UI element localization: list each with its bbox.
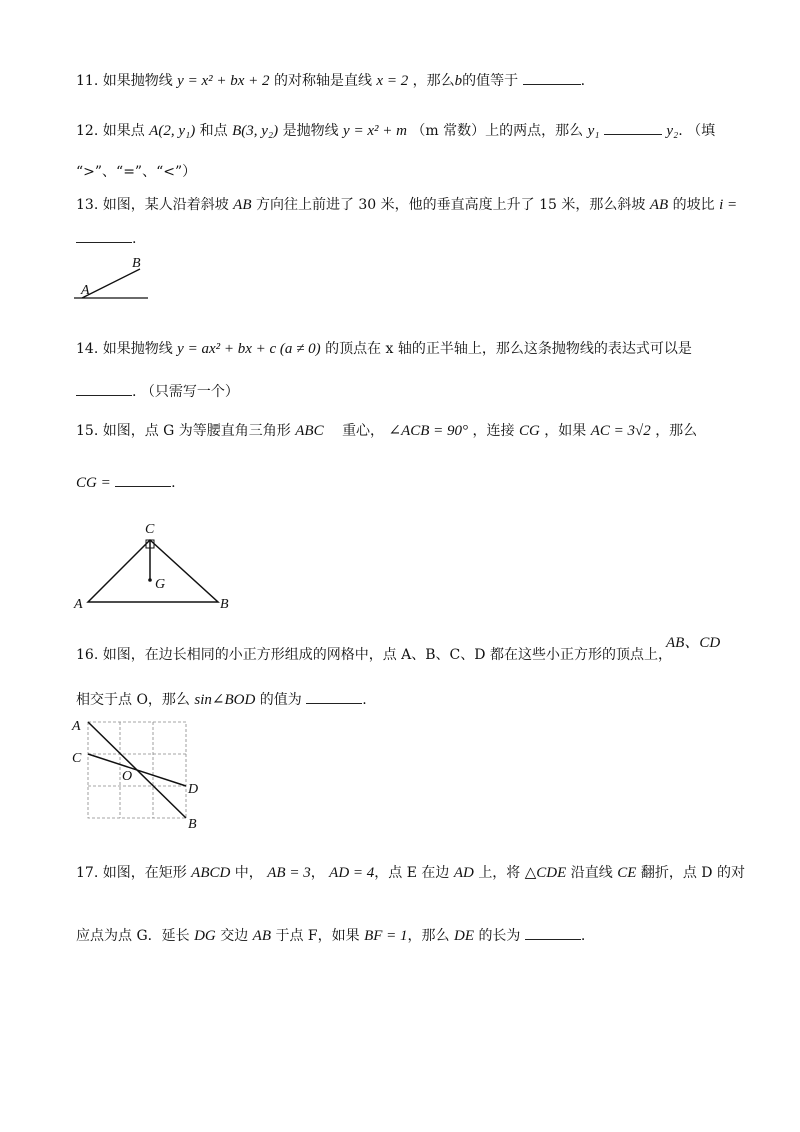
- q15-triangle: [88, 540, 218, 602]
- q17-ad2: AD: [453, 865, 474, 881]
- q15-text-a: 15. 如图，点 G 为等腰直角三角形: [76, 423, 291, 439]
- question-17: [76, 864, 745, 882]
- q17-text-a: 17. 如图，在矩形: [76, 865, 187, 881]
- q15-angle: ∠ACB = 90°: [388, 423, 469, 439]
- q17-text-k: ，那么: [407, 928, 450, 944]
- q12-point-a: A(2, y₁): [149, 123, 196, 139]
- q11-text-d: 的值等于: [462, 73, 519, 89]
- q13-slope-line: [82, 269, 140, 298]
- q16-end: .: [362, 692, 367, 708]
- q12-equation: y = x² + m: [343, 123, 407, 139]
- q12-answer-blank[interactable]: [604, 122, 662, 135]
- q14-answer-blank[interactable]: [76, 383, 132, 396]
- q11-text-c: ，那么: [412, 73, 455, 89]
- q17-dg: DG: [194, 928, 216, 944]
- q17-end: .: [580, 928, 586, 944]
- q16-label-a: A: [72, 719, 81, 734]
- q15-text-c: ，连接: [472, 423, 515, 439]
- q13-label-a: A: [81, 283, 90, 298]
- question-16-line-2: [76, 691, 367, 709]
- q15-label-a: A: [74, 597, 83, 612]
- q15-abc: ABC: [295, 423, 324, 439]
- q15-point-g: [148, 578, 152, 582]
- q16-ab-cd: [666, 634, 720, 652]
- q17-text-g: 翻折，点 D 的对: [640, 865, 745, 881]
- q15-triangle-figure: [70, 516, 240, 616]
- q15-answer-blank[interactable]: [115, 474, 171, 487]
- q16-lines-label: AB、CD: [666, 635, 721, 651]
- q15-text-e: ，那么: [655, 423, 698, 439]
- q16-text-b: 相交于点 O，那么: [76, 692, 190, 708]
- q15-label-c: C: [145, 522, 155, 537]
- q11-text-b: 的对称轴是直线: [273, 73, 372, 89]
- q16-label-d: D: [188, 782, 199, 797]
- q16-text-c: 的值为: [259, 692, 302, 708]
- q17-text-c: ，: [310, 865, 325, 881]
- q16-segment-cd: [88, 754, 186, 786]
- q15-label-g: G: [155, 577, 166, 592]
- q17-text-d: ，点 E 在边: [374, 865, 450, 881]
- q17-text-f: 沿直线: [570, 865, 613, 881]
- q11-end: .: [580, 73, 586, 89]
- q12-point-b: B(3, y₂): [232, 123, 279, 139]
- q17-text-h: 应点为点 G．延长: [76, 928, 190, 944]
- q14-text-a: 14. 如果抛物线: [76, 341, 173, 357]
- q11-axis: x = 2: [376, 73, 409, 89]
- q15-label-b: B: [220, 597, 229, 612]
- q16-label-o: O: [122, 769, 133, 784]
- q12-text-e: . （填: [678, 123, 716, 139]
- question-15: [76, 422, 697, 440]
- q15-ac: AC = 3√2: [590, 423, 651, 439]
- q13-ab-1: AB: [233, 197, 252, 213]
- q12-text-c: 是抛物线: [282, 123, 339, 139]
- question-13: [76, 196, 737, 214]
- q15-text-b: 重心，: [342, 423, 385, 439]
- q12-text-b: 和点: [199, 123, 228, 139]
- q17-bf: BF = 1: [364, 928, 408, 944]
- q11-text-a: 11. 如果抛物线: [76, 73, 173, 89]
- q17-ab2: AB: [252, 928, 271, 944]
- q17-de: DE: [453, 928, 474, 944]
- q13-ratio: i =: [719, 197, 738, 213]
- q17-text-i: 交边: [220, 928, 249, 944]
- q15-cg: CG: [518, 423, 540, 439]
- q12-y2: y₂: [666, 123, 679, 139]
- q17-text-l: 的长为: [478, 928, 521, 944]
- q16-label-b: B: [188, 817, 197, 832]
- q12-text-d: （m 常数）上的两点，那么: [411, 123, 584, 139]
- question-15-line-2: [76, 474, 176, 492]
- q16-answer-blank[interactable]: [306, 691, 362, 704]
- q17-triangle: △CDE: [524, 865, 567, 881]
- question-13-line-2: [76, 230, 136, 248]
- q14-equation: y = ax² + bx + c (a ≠ 0): [177, 341, 321, 357]
- q16-label-c: C: [72, 751, 82, 766]
- q17-ce: CE: [617, 865, 637, 881]
- q13-slope-figure: [70, 252, 160, 304]
- q13-label-b: B: [132, 256, 141, 271]
- q13-text-c: 的坡比: [672, 197, 715, 213]
- q17-text-b: 中，: [234, 865, 263, 881]
- question-11: [76, 72, 585, 90]
- q13-text-b: 方向往上前进了 30 米，他的垂直高度上升了 15 米，那么斜坡: [255, 197, 646, 213]
- q15-end: .: [171, 475, 176, 491]
- question-14: [76, 340, 692, 358]
- q12-y1: y₁: [587, 123, 600, 139]
- q13-end: .: [132, 231, 137, 247]
- q17-ab: AB = 3: [267, 865, 311, 881]
- q17-abcd: ABCD: [191, 865, 231, 881]
- q15-text-d: ，如果: [544, 423, 587, 439]
- q16-text-a: 16. 如图，在边长相同的小正方形组成的网格中，点 A、B、C、D 都在这些小正方形的顶点上，: [76, 647, 672, 663]
- q15-cg-eq: CG =: [76, 475, 111, 491]
- question-12-line-2: “>”、“=”、“<”）: [76, 164, 197, 180]
- q16-sin: sin∠BOD: [194, 692, 256, 708]
- q17-answer-blank[interactable]: [525, 927, 581, 940]
- q13-text-a: 13. 如图，某人沿着斜坡: [76, 197, 229, 213]
- q13-answer-blank[interactable]: [76, 230, 132, 243]
- q11-answer-blank[interactable]: [523, 72, 581, 85]
- question-16: [76, 646, 672, 664]
- q14-text-b: 的顶点在 x 轴的正半轴上，那么这条抛物线的表达式可以是: [325, 341, 692, 357]
- q12-text-a: 12. 如果点: [76, 123, 145, 139]
- q17-ad: AD = 4: [329, 865, 375, 881]
- q17-text-j: 于点 F，如果: [275, 928, 360, 944]
- q11-var: b: [454, 73, 463, 89]
- q11-equation: y = x² + bx + 2: [177, 73, 270, 89]
- q13-ab-2: AB: [649, 197, 669, 213]
- q16-grid-figure: [68, 716, 208, 836]
- question-17-line-2: [76, 927, 585, 945]
- q14-end: . （只需写一个）: [132, 384, 239, 400]
- question-14-line-2: [76, 383, 239, 401]
- question-12: [76, 122, 715, 140]
- q17-text-e: 上，将: [478, 865, 521, 881]
